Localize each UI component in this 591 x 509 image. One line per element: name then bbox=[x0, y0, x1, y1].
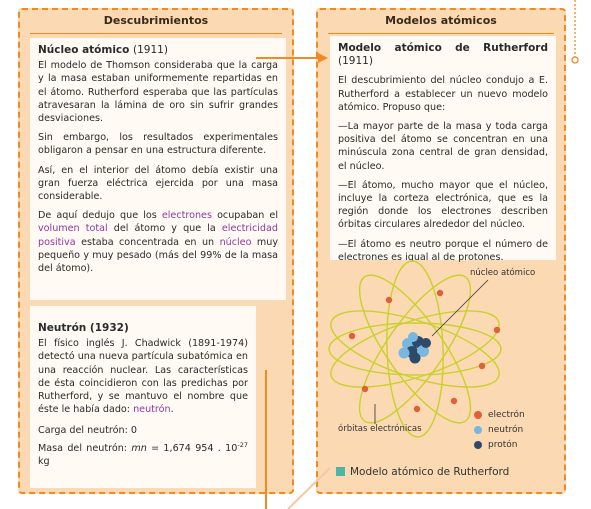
text-run: muy pequeño y muy pesado (más del 99% de la masa del átomo). bbox=[38, 236, 279, 275]
orbits-label: órbitas electrónicas bbox=[338, 424, 422, 434]
mass-exponent: -27 bbox=[237, 440, 248, 449]
text-run: De aquí dedujo que los bbox=[38, 210, 162, 222]
neutron-particle bbox=[408, 332, 418, 342]
atomic-models-panel-title: Modelos atómicos bbox=[385, 14, 497, 27]
text-run: El físico inglés J. Chadwick (1891-1974) detectó una nueva partícula subatómica en una reacción nuclear. Las características de ésta coincidieron con las predichas por Rutherford, y se mantuvo el nombre que éste le había dado: bbox=[38, 338, 248, 416]
rutherford-paragraph-2: —La mayor parte de la masa y toda carga positiva del átomo se concentran en una minúscula zona central de gran densidad, el núcleo. bbox=[338, 121, 548, 172]
mass-symbol: mn bbox=[131, 442, 147, 454]
electron-particle bbox=[386, 297, 392, 303]
nucleus-paragraph-1: El modelo de Thomson consideraba que la carga y la masa estaban uniformemente repartidas en el átomo. Rutherford esperaba que las partículas atravesaran la lámina de oro sin sufrir grandes desviaciones. bbox=[38, 60, 278, 125]
keyword-electrones: electrones bbox=[161, 210, 212, 222]
caption-square-icon bbox=[336, 467, 345, 476]
text-run: = 1,674 954 . 10 bbox=[146, 442, 238, 454]
keyword-electricidad-positiva: electricidad positiva bbox=[38, 223, 278, 248]
neutron-heading: Neutrón (1932) bbox=[38, 322, 129, 334]
figure-caption bbox=[336, 466, 509, 478]
electron-legend-label: electrón bbox=[488, 410, 525, 420]
guide-endpoint bbox=[572, 57, 578, 63]
text-run: Masa del neutrón: bbox=[38, 442, 132, 454]
text-run: kg bbox=[38, 456, 50, 468]
electron-particle bbox=[479, 363, 485, 369]
keyword-nucleo: núcleo bbox=[219, 236, 252, 248]
nucleus-heading-text: Núcleo atómico bbox=[38, 44, 130, 56]
electron-particle bbox=[414, 406, 420, 412]
figure-caption-text: Modelo atómico de Rutherford bbox=[350, 466, 510, 478]
text-run: ocupaban el bbox=[211, 210, 278, 222]
proton-legend-dot bbox=[474, 441, 482, 449]
electron-particle bbox=[437, 290, 443, 296]
proton-legend-label: protón bbox=[488, 440, 518, 450]
rutherford-paragraph-1: El descubrimiento del núcleo condujo a E. Rutherford a establecer un nuevo modelo atómico. Propuso que: bbox=[338, 75, 548, 113]
neutron-legend-label: neutrón bbox=[488, 425, 524, 435]
discoveries-panel-title: Descubrimientos bbox=[103, 14, 209, 27]
rutherford-year: (1911) bbox=[338, 55, 373, 68]
nucleus-paragraph-3: Así, en el interior del átomo debía existir una gran fuerza eléctrica ejercida por una masa considerable. bbox=[38, 164, 278, 203]
nucleus-label: núcleo atómico bbox=[470, 268, 536, 278]
rutherford-heading-text: Modelo atómico de Rutherford bbox=[338, 42, 548, 54]
text-run: del átomo y que la bbox=[107, 223, 222, 235]
diagonal-connector bbox=[288, 468, 330, 509]
keyword-neutron: neutrón bbox=[133, 404, 171, 416]
neutron-legend-dot bbox=[474, 426, 482, 434]
rutherford-paragraph-3: —El átomo, mucho mayor que el núcleo, incluye la corteza electrónica, que es la región donde los electrones describen órbitas circulares alrededor del núcleo. bbox=[338, 179, 548, 231]
proton-particle bbox=[410, 353, 421, 364]
text-run: . bbox=[170, 404, 174, 416]
electron-particle bbox=[451, 398, 457, 404]
electron-particle bbox=[362, 386, 368, 392]
electron-legend-dot bbox=[474, 411, 482, 419]
nucleus-year: (1911) bbox=[133, 44, 168, 56]
neutron-particle bbox=[399, 348, 410, 359]
electron-particle bbox=[494, 327, 500, 333]
connector-arrow-head bbox=[318, 53, 328, 63]
nucleus-paragraph-2: Sin embargo, los resultados experimentales obligaron a pensar en una estructura diferente. bbox=[38, 132, 278, 157]
text-run: estaba concentrada en un bbox=[75, 236, 220, 248]
electron-particle bbox=[349, 333, 355, 339]
keyword-volumen-total: volumen total bbox=[38, 223, 108, 235]
neutron-charge: Carga del neutrón: 0 bbox=[38, 425, 137, 437]
nucleus bbox=[399, 332, 432, 364]
rutherford-paragraph-4: —El átomo es neutro porque el número de electrones es igual al de protones. bbox=[338, 238, 548, 263]
proton-particle bbox=[421, 338, 431, 348]
